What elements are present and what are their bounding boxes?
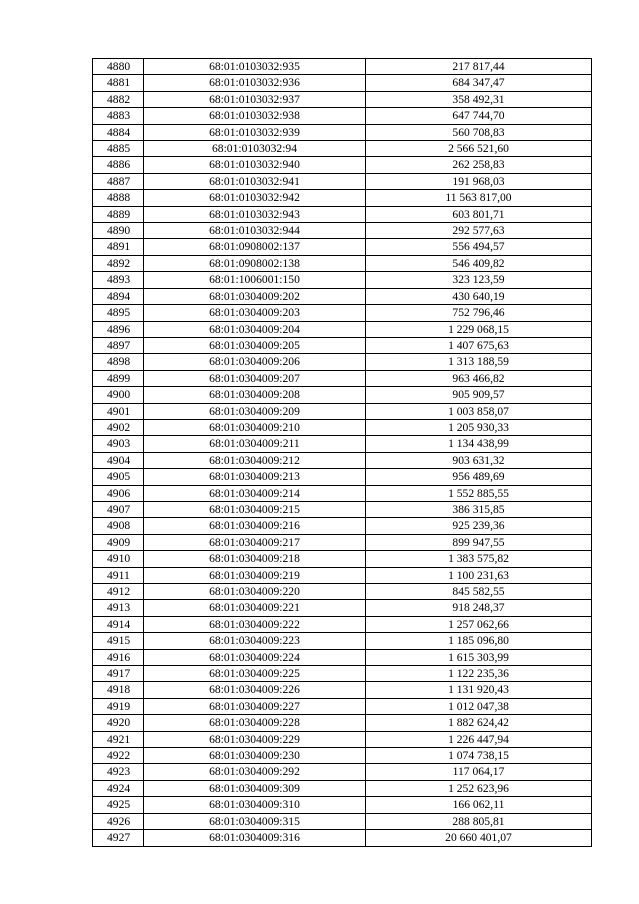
table-row xyxy=(93,190,592,206)
cadastral-value-cell: 1 122 235,36 xyxy=(366,666,592,682)
cadastral-number-cell: 68:01:0103032:943 xyxy=(144,206,366,222)
table-row xyxy=(93,501,592,517)
cadastral-value-cell: 963 466,82 xyxy=(366,370,592,386)
row-number-cell: 4899 xyxy=(93,370,144,386)
table-row xyxy=(93,157,592,173)
table-row xyxy=(93,633,592,649)
cadastral-value-cell: 1 407 675,63 xyxy=(366,337,592,353)
cadastral-value-cell: 556 494,57 xyxy=(366,239,592,255)
row-number-cell: 4920 xyxy=(93,715,144,731)
cadastral-value-cell: 918 248,37 xyxy=(366,600,592,616)
cadastral-number-cell: 68:01:0304009:228 xyxy=(144,715,366,731)
cadastral-value-cell: 752 796,46 xyxy=(366,305,592,321)
row-number-cell: 4923 xyxy=(93,764,144,780)
cadastral-number-cell: 68:01:0304009:214 xyxy=(144,485,366,501)
cadastral-number-cell: 68:01:0304009:205 xyxy=(144,337,366,353)
cadastral-number-cell: 68:01:0304009:203 xyxy=(144,305,366,321)
cadastral-value-cell: 1 226 447,94 xyxy=(366,731,592,747)
table-row xyxy=(93,91,592,107)
row-number-cell: 4890 xyxy=(93,223,144,239)
table-row xyxy=(93,337,592,353)
cadastral-number-cell: 68:01:0103032:939 xyxy=(144,124,366,140)
cadastral-number-cell: 68:01:0103032:936 xyxy=(144,75,366,91)
cadastral-value-cell: 905 909,57 xyxy=(366,387,592,403)
cadastral-value-cell: 560 708,83 xyxy=(366,124,592,140)
table-row xyxy=(93,370,592,386)
table-row xyxy=(93,108,592,124)
cadastral-number-cell: 68:01:0304009:315 xyxy=(144,813,366,829)
table-row xyxy=(93,387,592,403)
cadastral-number-cell: 68:01:0103032:935 xyxy=(144,59,366,75)
cadastral-value-cell: 262 258,83 xyxy=(366,157,592,173)
table-row xyxy=(93,584,592,600)
row-number-cell: 4889 xyxy=(93,206,144,222)
table-row xyxy=(93,698,592,714)
row-number-cell: 4909 xyxy=(93,534,144,550)
cadastral-value-cell: 1 552 885,55 xyxy=(366,485,592,501)
table-row xyxy=(93,567,592,583)
row-number-cell: 4915 xyxy=(93,633,144,649)
cadastral-number-cell: 68:01:0304009:225 xyxy=(144,666,366,682)
row-number-cell: 4906 xyxy=(93,485,144,501)
row-number-cell: 4882 xyxy=(93,91,144,107)
table-row xyxy=(93,272,592,288)
cadastral-number-cell: 68:01:0304009:204 xyxy=(144,321,366,337)
cadastral-value-cell: 1 252 623,96 xyxy=(366,780,592,796)
cadastral-value-cell: 20 660 401,07 xyxy=(366,830,592,846)
table-row xyxy=(93,748,592,764)
cadastral-value-cell: 217 817,44 xyxy=(366,59,592,75)
cadastral-number-cell: 68:01:0103032:94 xyxy=(144,141,366,157)
table-row xyxy=(93,305,592,321)
cadastral-number-cell: 68:01:0908002:137 xyxy=(144,239,366,255)
cadastral-value-cell: 191 968,03 xyxy=(366,173,592,189)
table-row xyxy=(93,600,592,616)
cadastral-value-cell: 11 563 817,00 xyxy=(366,190,592,206)
row-number-cell: 4886 xyxy=(93,157,144,173)
cadastral-value-cell: 925 239,36 xyxy=(366,518,592,534)
cadastral-value-cell: 288 805,81 xyxy=(366,813,592,829)
table-row xyxy=(93,321,592,337)
cadastral-value-cell: 845 582,55 xyxy=(366,584,592,600)
cadastral-value-cell: 166 062,11 xyxy=(366,797,592,813)
table-row xyxy=(93,403,592,419)
cadastral-value-cell: 1 134 438,99 xyxy=(366,436,592,452)
row-number-cell: 4894 xyxy=(93,288,144,304)
row-number-cell: 4895 xyxy=(93,305,144,321)
cadastral-value-cell: 2 566 521,60 xyxy=(366,141,592,157)
cadastral-number-cell: 68:01:0304009:210 xyxy=(144,419,366,435)
cadastral-value-cell: 1 257 062,66 xyxy=(366,616,592,632)
row-number-cell: 4904 xyxy=(93,452,144,468)
table-row xyxy=(93,682,592,698)
row-number-cell: 4914 xyxy=(93,616,144,632)
cadastral-number-cell: 68:01:0304009:218 xyxy=(144,551,366,567)
table-row xyxy=(93,59,592,75)
cadastral-value-cell: 956 489,69 xyxy=(366,469,592,485)
row-number-cell: 4922 xyxy=(93,748,144,764)
cadastral-value-cell: 1 882 624,42 xyxy=(366,715,592,731)
cadastral-number-cell: 68:01:0304009:215 xyxy=(144,501,366,517)
row-number-cell: 4901 xyxy=(93,403,144,419)
cadastral-number-cell: 68:01:0304009:316 xyxy=(144,830,366,846)
table-row xyxy=(93,436,592,452)
cadastral-number-cell: 68:01:0103032:942 xyxy=(144,190,366,206)
row-number-cell: 4891 xyxy=(93,239,144,255)
row-number-cell: 4924 xyxy=(93,780,144,796)
row-number-cell: 4919 xyxy=(93,698,144,714)
cadastral-value-cell: 292 577,63 xyxy=(366,223,592,239)
cadastral-number-cell: 68:01:0304009:309 xyxy=(144,780,366,796)
cadastral-number-cell: 68:01:0103032:938 xyxy=(144,108,366,124)
cadastral-number-cell: 68:01:0304009:292 xyxy=(144,764,366,780)
cadastral-value-cell: 684 347,47 xyxy=(366,75,592,91)
cadastral-value-cell: 1 615 303,99 xyxy=(366,649,592,665)
cadastral-number-cell: 68:01:0304009:207 xyxy=(144,370,366,386)
cadastral-value-cell: 323 123,59 xyxy=(366,272,592,288)
row-number-cell: 4887 xyxy=(93,173,144,189)
table-row xyxy=(93,797,592,813)
table-row xyxy=(93,813,592,829)
row-number-cell: 4927 xyxy=(93,830,144,846)
row-number-cell: 4905 xyxy=(93,469,144,485)
row-number-cell: 4898 xyxy=(93,354,144,370)
table-row xyxy=(93,469,592,485)
table-row xyxy=(93,715,592,731)
table-row xyxy=(93,354,592,370)
cadastral-value-cell: 1 074 738,15 xyxy=(366,748,592,764)
row-number-cell: 4913 xyxy=(93,600,144,616)
row-number-cell: 4897 xyxy=(93,337,144,353)
table-row xyxy=(93,141,592,157)
row-number-cell: 4910 xyxy=(93,551,144,567)
cadastral-value-cell: 1 003 858,07 xyxy=(366,403,592,419)
table-row xyxy=(93,830,592,846)
table-row xyxy=(93,255,592,271)
cadastral-value-cell: 546 409,82 xyxy=(366,255,592,271)
cadastral-number-cell: 68:01:0103032:937 xyxy=(144,91,366,107)
row-number-cell: 4884 xyxy=(93,124,144,140)
cadastral-value-cell: 899 947,55 xyxy=(366,534,592,550)
cadastral-value-table xyxy=(92,58,592,847)
row-number-cell: 4916 xyxy=(93,649,144,665)
cadastral-value-cell: 358 492,31 xyxy=(366,91,592,107)
row-number-cell: 4925 xyxy=(93,797,144,813)
row-number-cell: 4885 xyxy=(93,141,144,157)
table-row xyxy=(93,616,592,632)
cadastral-number-cell: 68:01:0304009:221 xyxy=(144,600,366,616)
table-row xyxy=(93,485,592,501)
row-number-cell: 4896 xyxy=(93,321,144,337)
table-row xyxy=(93,223,592,239)
table-row xyxy=(93,75,592,91)
table-row xyxy=(93,534,592,550)
row-number-cell: 4888 xyxy=(93,190,144,206)
table-row xyxy=(93,764,592,780)
cadastral-number-cell: 68:01:0304009:222 xyxy=(144,616,366,632)
row-number-cell: 4912 xyxy=(93,584,144,600)
cadastral-number-cell: 68:01:0304009:208 xyxy=(144,387,366,403)
cadastral-number-cell: 68:01:0304009:212 xyxy=(144,452,366,468)
table-row xyxy=(93,518,592,534)
cadastral-value-cell: 430 640,19 xyxy=(366,288,592,304)
cadastral-number-cell: 68:01:0304009:202 xyxy=(144,288,366,304)
cadastral-value-cell: 1 229 068,15 xyxy=(366,321,592,337)
table-row xyxy=(93,551,592,567)
row-number-cell: 4917 xyxy=(93,666,144,682)
row-number-cell: 4903 xyxy=(93,436,144,452)
cadastral-number-cell: 68:01:0304009:209 xyxy=(144,403,366,419)
cadastral-number-cell: 68:01:0304009:227 xyxy=(144,698,366,714)
cadastral-number-cell: 68:01:1006001:150 xyxy=(144,272,366,288)
cadastral-number-cell: 68:01:0304009:226 xyxy=(144,682,366,698)
cadastral-number-cell: 68:01:0304009:229 xyxy=(144,731,366,747)
table-row xyxy=(93,206,592,222)
row-number-cell: 4926 xyxy=(93,813,144,829)
row-number-cell: 4881 xyxy=(93,75,144,91)
row-number-cell: 4908 xyxy=(93,518,144,534)
row-number-cell: 4907 xyxy=(93,501,144,517)
row-number-cell: 4892 xyxy=(93,255,144,271)
cadastral-value-cell: 117 064,17 xyxy=(366,764,592,780)
row-number-cell: 4900 xyxy=(93,387,144,403)
table-row xyxy=(93,173,592,189)
cadastral-number-cell: 68:01:0304009:310 xyxy=(144,797,366,813)
cadastral-value-cell: 1 012 047,38 xyxy=(366,698,592,714)
table-row xyxy=(93,731,592,747)
row-number-cell: 4883 xyxy=(93,108,144,124)
table-body xyxy=(93,59,592,847)
cadastral-value-cell: 1 131 920,43 xyxy=(366,682,592,698)
cadastral-number-cell: 68:01:0304009:216 xyxy=(144,518,366,534)
table-row xyxy=(93,452,592,468)
row-number-cell: 4880 xyxy=(93,59,144,75)
cadastral-value-cell: 1 205 930,33 xyxy=(366,419,592,435)
table-row xyxy=(93,288,592,304)
table-row xyxy=(93,239,592,255)
table-row xyxy=(93,419,592,435)
row-number-cell: 4918 xyxy=(93,682,144,698)
table-row xyxy=(93,666,592,682)
cadastral-number-cell: 68:01:0304009:220 xyxy=(144,584,366,600)
cadastral-value-cell: 1 100 231,63 xyxy=(366,567,592,583)
cadastral-value-cell: 903 631,32 xyxy=(366,452,592,468)
cadastral-number-cell: 68:01:0908002:138 xyxy=(144,255,366,271)
cadastral-number-cell: 68:01:0103032:940 xyxy=(144,157,366,173)
cadastral-value-cell: 603 801,71 xyxy=(366,206,592,222)
table-row xyxy=(93,649,592,665)
cadastral-number-cell: 68:01:0304009:224 xyxy=(144,649,366,665)
row-number-cell: 4911 xyxy=(93,567,144,583)
cadastral-number-cell: 68:01:0304009:219 xyxy=(144,567,366,583)
cadastral-number-cell: 68:01:0304009:213 xyxy=(144,469,366,485)
row-number-cell: 4893 xyxy=(93,272,144,288)
cadastral-number-cell: 68:01:0103032:944 xyxy=(144,223,366,239)
row-number-cell: 4921 xyxy=(93,731,144,747)
cadastral-value-cell: 386 315,85 xyxy=(366,501,592,517)
cadastral-value-cell: 1 313 188,59 xyxy=(366,354,592,370)
cadastral-value-cell: 1 185 096,80 xyxy=(366,633,592,649)
cadastral-number-cell: 68:01:0304009:230 xyxy=(144,748,366,764)
cadastral-number-cell: 68:01:0304009:223 xyxy=(144,633,366,649)
cadastral-value-cell: 647 744,70 xyxy=(366,108,592,124)
cadastral-number-cell: 68:01:0103032:941 xyxy=(144,173,366,189)
cadastral-number-cell: 68:01:0304009:217 xyxy=(144,534,366,550)
table-row xyxy=(93,780,592,796)
cadastral-value-cell: 1 383 575,82 xyxy=(366,551,592,567)
row-number-cell: 4902 xyxy=(93,419,144,435)
cadastral-number-cell: 68:01:0304009:211 xyxy=(144,436,366,452)
cadastral-number-cell: 68:01:0304009:206 xyxy=(144,354,366,370)
table-row xyxy=(93,124,592,140)
